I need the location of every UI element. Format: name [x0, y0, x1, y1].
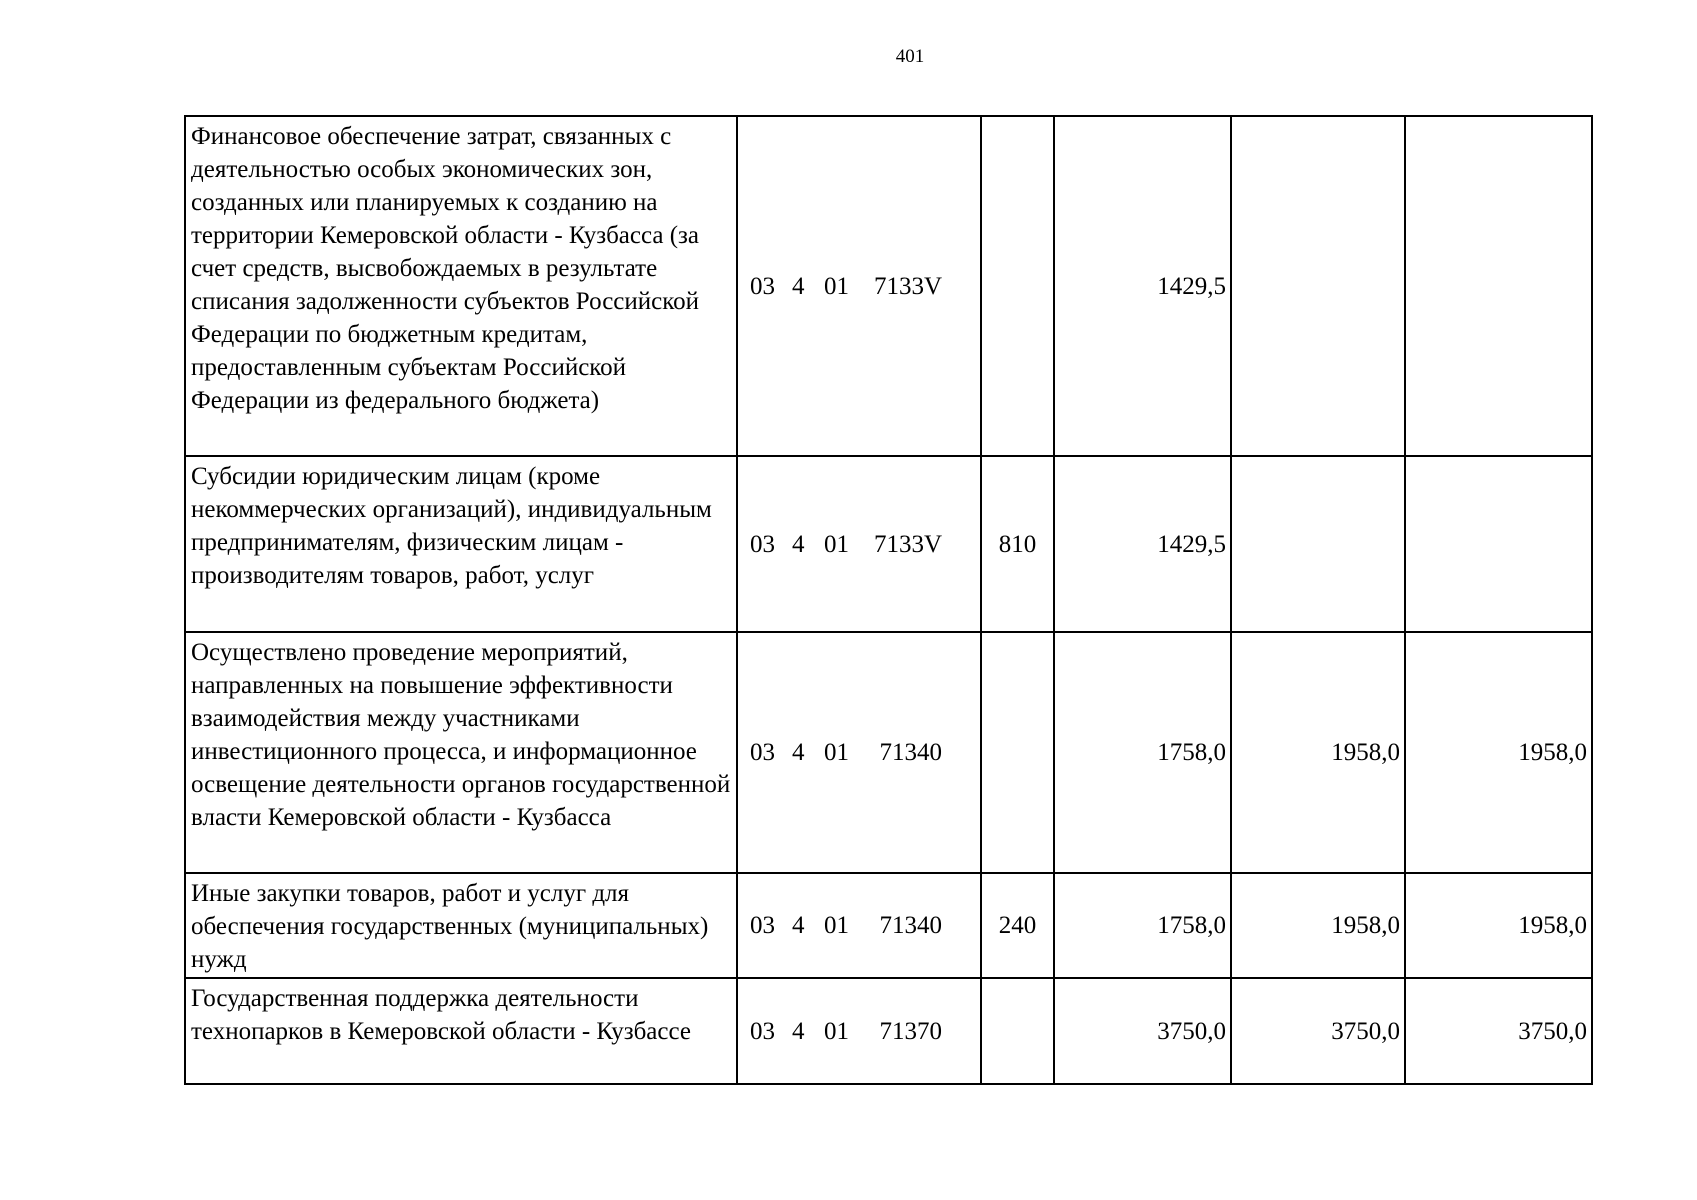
amount-year-3: [1405, 456, 1592, 632]
row-name: Субсидии юридическим лицам (кроме некоммерческих организаций), индивидуальным предпринимателям, физическим лицам - производителям товаров, работ, услуг: [185, 456, 737, 632]
amount-year-1: 1429,5: [1054, 456, 1231, 632]
classification-codes: [737, 116, 981, 456]
page-number: 401: [895, 46, 925, 67]
table-row: [185, 116, 1592, 456]
table-row: [185, 978, 1592, 1084]
section-code: 03: [750, 912, 775, 939]
subprogram-code: 01: [824, 272, 849, 300]
amount-year-3: 1958,0: [1405, 873, 1592, 978]
row-name: Иные закупки товаров, работ и услуг для обеспечения государственных (муниципальных) нужд: [185, 873, 737, 978]
expense-type: [981, 116, 1054, 456]
direction-code: 7133V: [873, 272, 942, 300]
amount-year-1: 1758,0: [1054, 873, 1231, 978]
expense-type: 240: [981, 873, 1054, 978]
amount-year-1: 1758,0: [1054, 632, 1231, 873]
expense-type: [981, 978, 1054, 1084]
amount-year-3: 3750,0: [1405, 978, 1592, 1084]
program-code: 4: [792, 912, 805, 939]
row-name: Финансовое обеспечение затрат, связанных с деятельностью особых экономических зон, созданных или планируемых к созданию на территории Кемеровской области - Кузбасса (за счет средств, высвобождаемых в результате списания задолженности субъектов Российской Федерации по бюджетным кредитам, предоставленным субъектам Российской Федерации из федерального бюджета): [185, 116, 737, 456]
amount-year-2: [1231, 116, 1405, 456]
amount-year-1: 1429,5: [1054, 116, 1231, 456]
subprogram-code: 01: [824, 1017, 849, 1045]
direction-code: 71370: [879, 1017, 942, 1045]
amount-year-2: 3750,0: [1231, 978, 1405, 1084]
section-code: 03: [750, 272, 775, 300]
subprogram-code: 01: [824, 912, 849, 939]
section-code: 03: [750, 1017, 775, 1045]
direction-code: 71340: [879, 739, 942, 766]
expense-type: 810: [981, 456, 1054, 632]
direction-code: 7133V: [873, 530, 942, 558]
program-code: 4: [792, 1017, 805, 1045]
classification-codes: [737, 632, 981, 873]
amount-year-2: 1958,0: [1231, 632, 1405, 873]
section-code: 03: [750, 530, 775, 558]
program-code: 4: [792, 272, 805, 300]
row-name: Осуществлено проведение мероприятий, направленных на повышение эффективности взаимодействия между участниками инвестиционного процесса, и информационное освещение деятельности органов государственной власти Кемеровской области - Кузбасса: [185, 632, 737, 873]
budget-table: [184, 115, 1593, 1085]
classification-codes: [737, 978, 981, 1084]
amount-year-3: [1405, 116, 1592, 456]
amount-year-2: [1231, 456, 1405, 632]
amount-year-1: 3750,0: [1054, 978, 1231, 1084]
table-row: [185, 873, 1592, 978]
amount-year-2: 1958,0: [1231, 873, 1405, 978]
program-code: 4: [792, 530, 805, 558]
section-code: 03: [750, 739, 775, 766]
program-code: 4: [792, 739, 805, 766]
classification-codes: [737, 873, 981, 978]
subprogram-code: 01: [824, 530, 849, 558]
amount-year-3: 1958,0: [1405, 632, 1592, 873]
direction-code: 71340: [879, 912, 942, 939]
table-row: [185, 456, 1592, 632]
table-row: [185, 632, 1592, 873]
classification-codes: [737, 456, 981, 632]
subprogram-code: 01: [824, 739, 849, 766]
expense-type: [981, 632, 1054, 873]
row-name: Государственная поддержка деятельности технопарков в Кемеровской области - Кузбассе: [185, 978, 737, 1084]
